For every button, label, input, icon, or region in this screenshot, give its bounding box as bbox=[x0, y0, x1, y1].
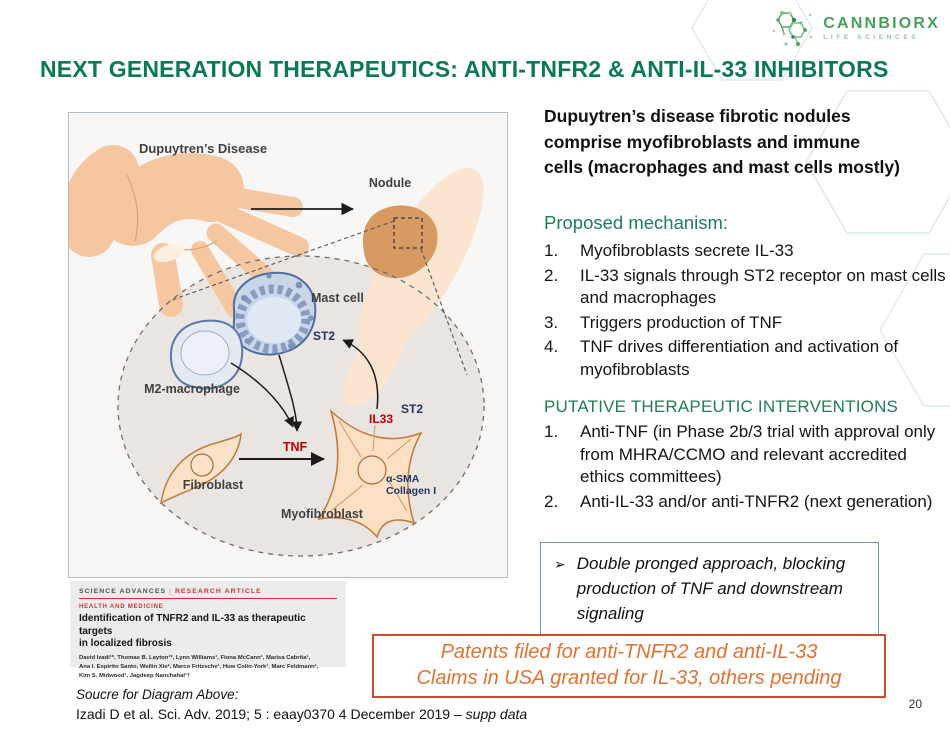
list-item: 1. Anti-TNF (in Phase 2b/3 trial with approval only from MHRA/CCMO and relevant accredited ethics committees) bbox=[544, 422, 936, 487]
list-item: 2. IL-33 signals through ST2 receptor on mast cells and macrophages bbox=[544, 265, 946, 308]
callout-text: Double pronged approach, blocking production of TNF and downstream signaling bbox=[576, 554, 846, 623]
label-st2-mast: ST2 bbox=[313, 329, 336, 343]
label-mast-cell: Mast cell bbox=[311, 291, 364, 305]
interventions-list bbox=[544, 421, 948, 515]
arrow-bullet-icon: ➢ bbox=[554, 556, 566, 572]
label-il33: IL33 bbox=[368, 412, 394, 426]
journal-divider: | bbox=[169, 588, 172, 595]
label-nodule: Nodule bbox=[368, 176, 412, 190]
logo-brand-name: CANNBIORX bbox=[823, 15, 940, 33]
list-item: 2. Anti-IL-33 and/or anti-TNFR2 (next generation) bbox=[544, 491, 933, 511]
label-m2-macrophage: M2-macrophage bbox=[144, 382, 240, 396]
right-panel-headline: Dupuytren’s disease fibrotic nodules comprise myofibroblasts and immune cells (macrophages and mast cells mostly) bbox=[544, 106, 900, 178]
company-logo bbox=[770, 6, 940, 52]
page-number: 20 bbox=[908, 697, 922, 711]
article-title: Identification of TNFR2 and IL-33 as therapeutic targets in localized fibrosis bbox=[79, 613, 306, 649]
source-label: Soucre for Diagram Above: bbox=[76, 687, 239, 702]
source-citation: Izadi D et al. Sci. Adv. 2019; 5 : eaay0370 4 December 2019 – supp data bbox=[76, 706, 528, 722]
journal-article-snippet bbox=[70, 581, 346, 679]
interventions-heading: PUTATIVE THERAPEUTIC INTERVENTIONS bbox=[544, 397, 899, 416]
proposed-mechanism-list bbox=[544, 240, 948, 384]
label-st2-myofibroblast: ST2 bbox=[401, 402, 424, 416]
mechanism-diagram bbox=[69, 113, 506, 576]
slide-title: NEXT GENERATION THERAPEUTICS: ANTI-TNFR2 & ANTI-IL-33 INHIBITORS bbox=[40, 56, 889, 82]
label-dupuytrens-disease: Dupuytren’s Disease bbox=[138, 141, 268, 156]
list-item: 3. Triggers production of TNF bbox=[544, 312, 783, 332]
list-item: 1. Myofibroblasts secrete IL-33 bbox=[544, 241, 794, 260]
molecule-logo-icon bbox=[770, 6, 818, 52]
label-collagen: Collagen I bbox=[386, 485, 437, 497]
article-section: HEALTH AND MEDICINE bbox=[79, 604, 164, 610]
citation-supp-data: supp data bbox=[465, 706, 528, 722]
article-authors: David Izadi¹*, Thomas B. Layton¹*, Lynn Williams¹, Fiona McCann¹, Marisa Cabrita¹, Ana I. Espirito Santo, Weilin Xie², Marco Fritzsche¹, Huw Colin-York¹, Marc Feldmann¹, Kim S. Midwood¹, Jagdeep Nanchahal¹† bbox=[79, 654, 319, 679]
patents-line-2: Claims in USA granted for IL-33, others pending bbox=[416, 667, 842, 689]
label-alpha-sma: α-SMA bbox=[386, 473, 420, 485]
mechanism-diagram-panel bbox=[68, 112, 508, 578]
patents-line-1: Patents filed for anti-TNFR2 and anti-IL-33 bbox=[440, 641, 818, 663]
patents-status-box bbox=[372, 634, 886, 698]
label-fibroblast: Fibroblast bbox=[182, 478, 244, 492]
proposed-mechanism-heading: Proposed mechanism: bbox=[544, 212, 729, 233]
mast-cell-shape bbox=[234, 273, 315, 355]
m2-macrophage-shape bbox=[171, 321, 242, 389]
journal-name: SCIENCE ADVANCES bbox=[79, 588, 167, 595]
label-myofibroblast: Myofibroblast bbox=[281, 507, 363, 521]
journal-header bbox=[79, 588, 337, 599]
logo-tagline: LIFE SCIENCES bbox=[823, 34, 920, 42]
double-pronged-callout-box bbox=[540, 542, 879, 639]
label-tnf: TNF bbox=[282, 440, 308, 454]
list-item: 4. TNF drives differentiation and activation of myofibroblasts bbox=[544, 337, 899, 380]
article-type: RESEARCH ARTICLE bbox=[174, 588, 262, 595]
